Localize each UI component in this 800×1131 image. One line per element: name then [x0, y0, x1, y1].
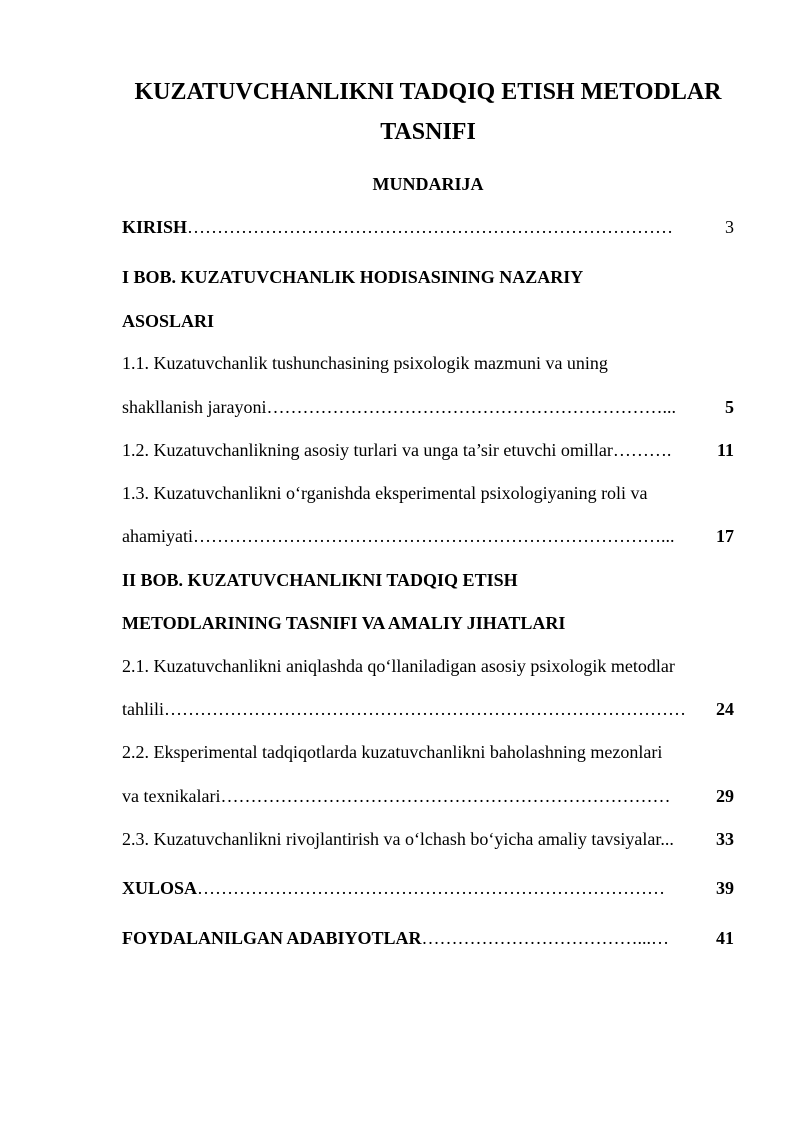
toc-section-title: va texnikalari………………………………………………………………… [122, 786, 671, 806]
toc-chapter-2-line-1[interactable] [122, 567, 742, 593]
toc-page-number: 39 [716, 878, 734, 898]
toc-section-1-2[interactable] [122, 437, 742, 463]
toc-page-number: 29 [716, 786, 734, 806]
toc-section-1-1-line-2[interactable] [122, 394, 742, 420]
toc-section-2-3[interactable] [122, 826, 742, 852]
toc-page-number: 41 [716, 928, 734, 948]
toc-page-number: 33 [716, 829, 734, 849]
toc-section-title: 1.3. Kuzatuvchanlikni o‘rganishda eksperimental psixologiyaning roli va [122, 483, 648, 503]
toc-page-number: 17 [716, 526, 734, 546]
toc-chapter-title: I BOB. KUZATUVCHANLIK HODISASINING NAZARIY [122, 267, 584, 287]
toc-entry-label: FOYDALANILGAN ADABIYOTLAR [122, 928, 422, 948]
toc-entry-xulosa[interactable] [122, 875, 742, 901]
toc-page-number: 24 [716, 699, 734, 719]
toc-page-number: 5 [725, 397, 734, 417]
toc-page-number: 3 [725, 217, 734, 237]
toc-dot-leader: ………………………………...… [421, 928, 670, 948]
toc-section-title: tahlili…………………………………………………………………………… [122, 699, 686, 719]
toc-section-title: 2.3. Kuzatuvchanlikni rivojlantirish va o‘lchash bo‘yicha amaliy tavsiyalar... [122, 829, 674, 849]
toc-section-1-3-line-2[interactable] [122, 523, 742, 549]
toc-dot-leader: ……………………………………………………………………… [187, 217, 674, 237]
document-title-line-2: TASNIFI [380, 119, 476, 145]
toc-heading: MUNDARIJA [372, 174, 484, 194]
toc-entry-label: KIRISH [122, 217, 188, 237]
toc-dot-leader: …………………………………………………………………… [197, 878, 666, 898]
toc-section-title: shakllanish jarayoni…………………………………………………………... [122, 397, 676, 417]
toc-chapter-title: ASOSLARI [122, 311, 215, 331]
toc-chapter-1-line-2[interactable] [122, 308, 742, 334]
toc-section-title: 2.2. Eksperimental tadqiqotlarda kuzatuvchanlikni baholashning mezonlari [122, 742, 663, 762]
toc-section-1-1-line-1[interactable] [122, 350, 742, 376]
toc-entry-kirish[interactable] [122, 214, 742, 240]
document-title-line-1: KUZATUVCHANLIKNI TADQIQ ETISH METODLAR [134, 79, 722, 105]
toc-chapter-2-line-2[interactable] [122, 610, 742, 636]
toc-entry-label: XULOSA [122, 878, 198, 898]
toc-section-title: 1.2. Kuzatuvchanlikning asosiy turlari va unga ta’sir etuvchi omillar………. [122, 440, 672, 460]
toc-section-title: ahamiyati……………………………………………………………………... [122, 526, 675, 546]
toc-page-number: 11 [716, 440, 734, 460]
toc-section-title: 1.1. Kuzatuvchanlik tushunchasining psixologik mazmuni va uning [122, 353, 608, 373]
toc-section-2-2-line-2[interactable] [122, 783, 742, 809]
toc-chapter-1-line-1[interactable] [122, 264, 742, 290]
toc-chapter-title: II BOB. KUZATUVCHANLIKNI TADQIQ ETISH [122, 570, 518, 590]
toc-section-title: 2.1. Kuzatuvchanlikni aniqlashda qo‘llaniladigan asosiy psixologik metodlar [122, 656, 675, 676]
toc-section-2-1-line-1[interactable] [122, 653, 742, 679]
toc-entry-references[interactable] [122, 925, 742, 951]
toc-section-2-1-line-2[interactable] [122, 696, 742, 722]
toc-section-1-3-line-1[interactable] [122, 480, 742, 506]
toc-section-2-2-line-1[interactable] [122, 739, 742, 765]
toc-chapter-title: METODLARINING TASNIFI VA AMALIY JIHATLARI [122, 613, 566, 633]
